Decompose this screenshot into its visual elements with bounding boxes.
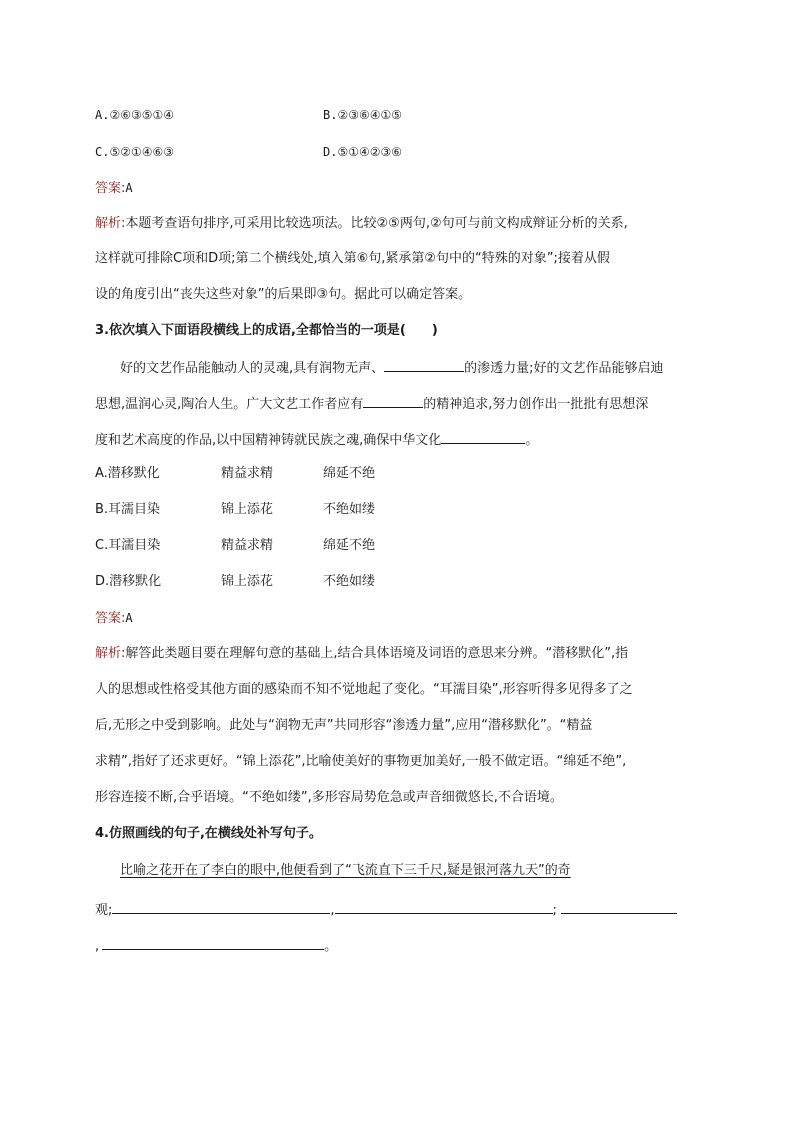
q3-analysis-line-3: 后,无形之中受到影响。此处与“润物无声”共同形容“渗透力量”,应用“潜移默化”。“精益 — [95, 718, 593, 733]
q4-answer-line-2 — [95, 936, 337, 955]
q3-analysis-line-2: 人的思想或性格受其他方面的感染而不知不觉地起了变化。“耳濡目染”,形容听得多见得多了之 — [95, 682, 633, 697]
line-text: 观; — [95, 903, 113, 918]
q3-stem: 3.依次填入下面语段横线上的成语,全都恰当的一项是( ) — [95, 323, 438, 338]
q3-option-b-label: B.耳濡目染 — [95, 502, 161, 517]
q3-option-d-word3: 不绝如缕 — [323, 574, 376, 589]
passage-text: 的渗透力量;好的文艺作品能够启迪 — [464, 361, 664, 376]
passage-text: 好的文艺作品能触动人的灵魂,具有润物无声、 — [120, 361, 385, 376]
q3-passage-line-3 — [95, 430, 538, 449]
q3-option-c-label: C.耳濡目染 — [95, 538, 161, 553]
q3-passage-line-2 — [95, 394, 648, 413]
q3-option-a-label: A.潜移默化 — [95, 466, 160, 481]
answer-label: 答案: — [95, 611, 126, 626]
q3-option-a-word2: 精益求精 — [221, 466, 274, 481]
fill-blank-1[interactable] — [384, 358, 464, 372]
fill-blank-2[interactable] — [363, 394, 423, 408]
answer-value: A — [125, 611, 133, 625]
fill-blank-3[interactable] — [441, 430, 525, 444]
q3-option-b-word3: 不绝如缕 — [323, 502, 376, 517]
passage-text: 的精神追求,努力创作出一批批有思想深 — [423, 397, 649, 412]
answer-blank-4[interactable] — [102, 936, 324, 950]
q3-answer — [95, 610, 133, 627]
q2-analysis-line-3: 设的角度引出“丧失这些对象”的后果即③句。据此可以确定答案。 — [95, 287, 472, 302]
q3-option-d-word2: 锦上添花 — [221, 574, 274, 589]
analysis-label: 解析: — [95, 216, 126, 231]
analysis-text: 本题考查语句排序,可采用比较选项法。比较②⑤两句,②句可与前文构成辩证分析的关系, — [125, 216, 628, 231]
q3-passage-line-1 — [120, 358, 664, 377]
semicolon: ; — [552, 903, 557, 918]
q2-answer — [95, 180, 133, 197]
q4-stem: 4.仿照画线的句子,在横线处补写句子。 — [95, 826, 322, 841]
answer-value: A — [125, 181, 133, 195]
q3-option-c-word3: 绵延不绝 — [323, 538, 376, 553]
answer-blank-1[interactable] — [112, 900, 330, 914]
q2-analysis-line-1 — [95, 216, 628, 232]
q3-option-a-word3: 绵延不绝 — [323, 466, 376, 481]
comma: , — [95, 939, 100, 954]
q3-analysis-line-4: 求精”,指好了还求更好。“锦上添花”,比喻使美好的事物更加美好,一般不做定语。“绵延不绝”, — [95, 754, 627, 769]
q3-analysis-line-5: 形容连接不断,合乎语境。“不绝如缕”,多形容局势危急或声音细微悠长,不合语境。 — [95, 790, 563, 805]
q4-model-sentence: 比喻之花开在了李白的眼中,他便看到了“飞流直下三千尺,疑是银河落九天”的奇 — [120, 863, 571, 878]
q3-option-d-label: D.潜移默化 — [95, 574, 162, 589]
q2-option-b: B.②③⑥④①⑤ — [323, 108, 402, 122]
passage-text: 思想,温润心灵,陶冶人生。广大文艺工作者应有 — [95, 397, 364, 412]
analysis-text: 解答此类题目要在理解句意的基础上,结合具体语境及词语的意思来分辨。“潜移默化”,指 — [125, 646, 629, 661]
answer-blank-3[interactable] — [561, 900, 677, 914]
q3-option-c-word2: 精益求精 — [221, 538, 274, 553]
passage-text: 。 — [525, 433, 539, 448]
period: 。 — [324, 939, 338, 954]
answer-label: 答案: — [95, 181, 126, 196]
analysis-label: 解析: — [95, 646, 126, 661]
q2-option-c: C.⑤②①④⑥③ — [95, 145, 174, 159]
q4-answer-line-1 — [95, 900, 677, 919]
q3-option-b-word2: 锦上添花 — [221, 502, 274, 517]
q2-analysis-line-2: 这样就可排除C项和D项;第二个横线处,填入第⑥句,紧承第②句中的“特殊的对象”;接着从假 — [95, 251, 610, 266]
q2-option-d: D.⑤①④②③⑥ — [323, 145, 402, 159]
q3-analysis-line-1 — [95, 646, 628, 662]
passage-text: 度和艺术高度的作品,以中国精神铸就民族之魂,确保中华文化 — [95, 433, 442, 448]
comma: , — [330, 903, 335, 918]
q2-option-a: A.②⑥③⑤①④ — [95, 108, 174, 122]
answer-blank-2[interactable] — [335, 900, 553, 914]
